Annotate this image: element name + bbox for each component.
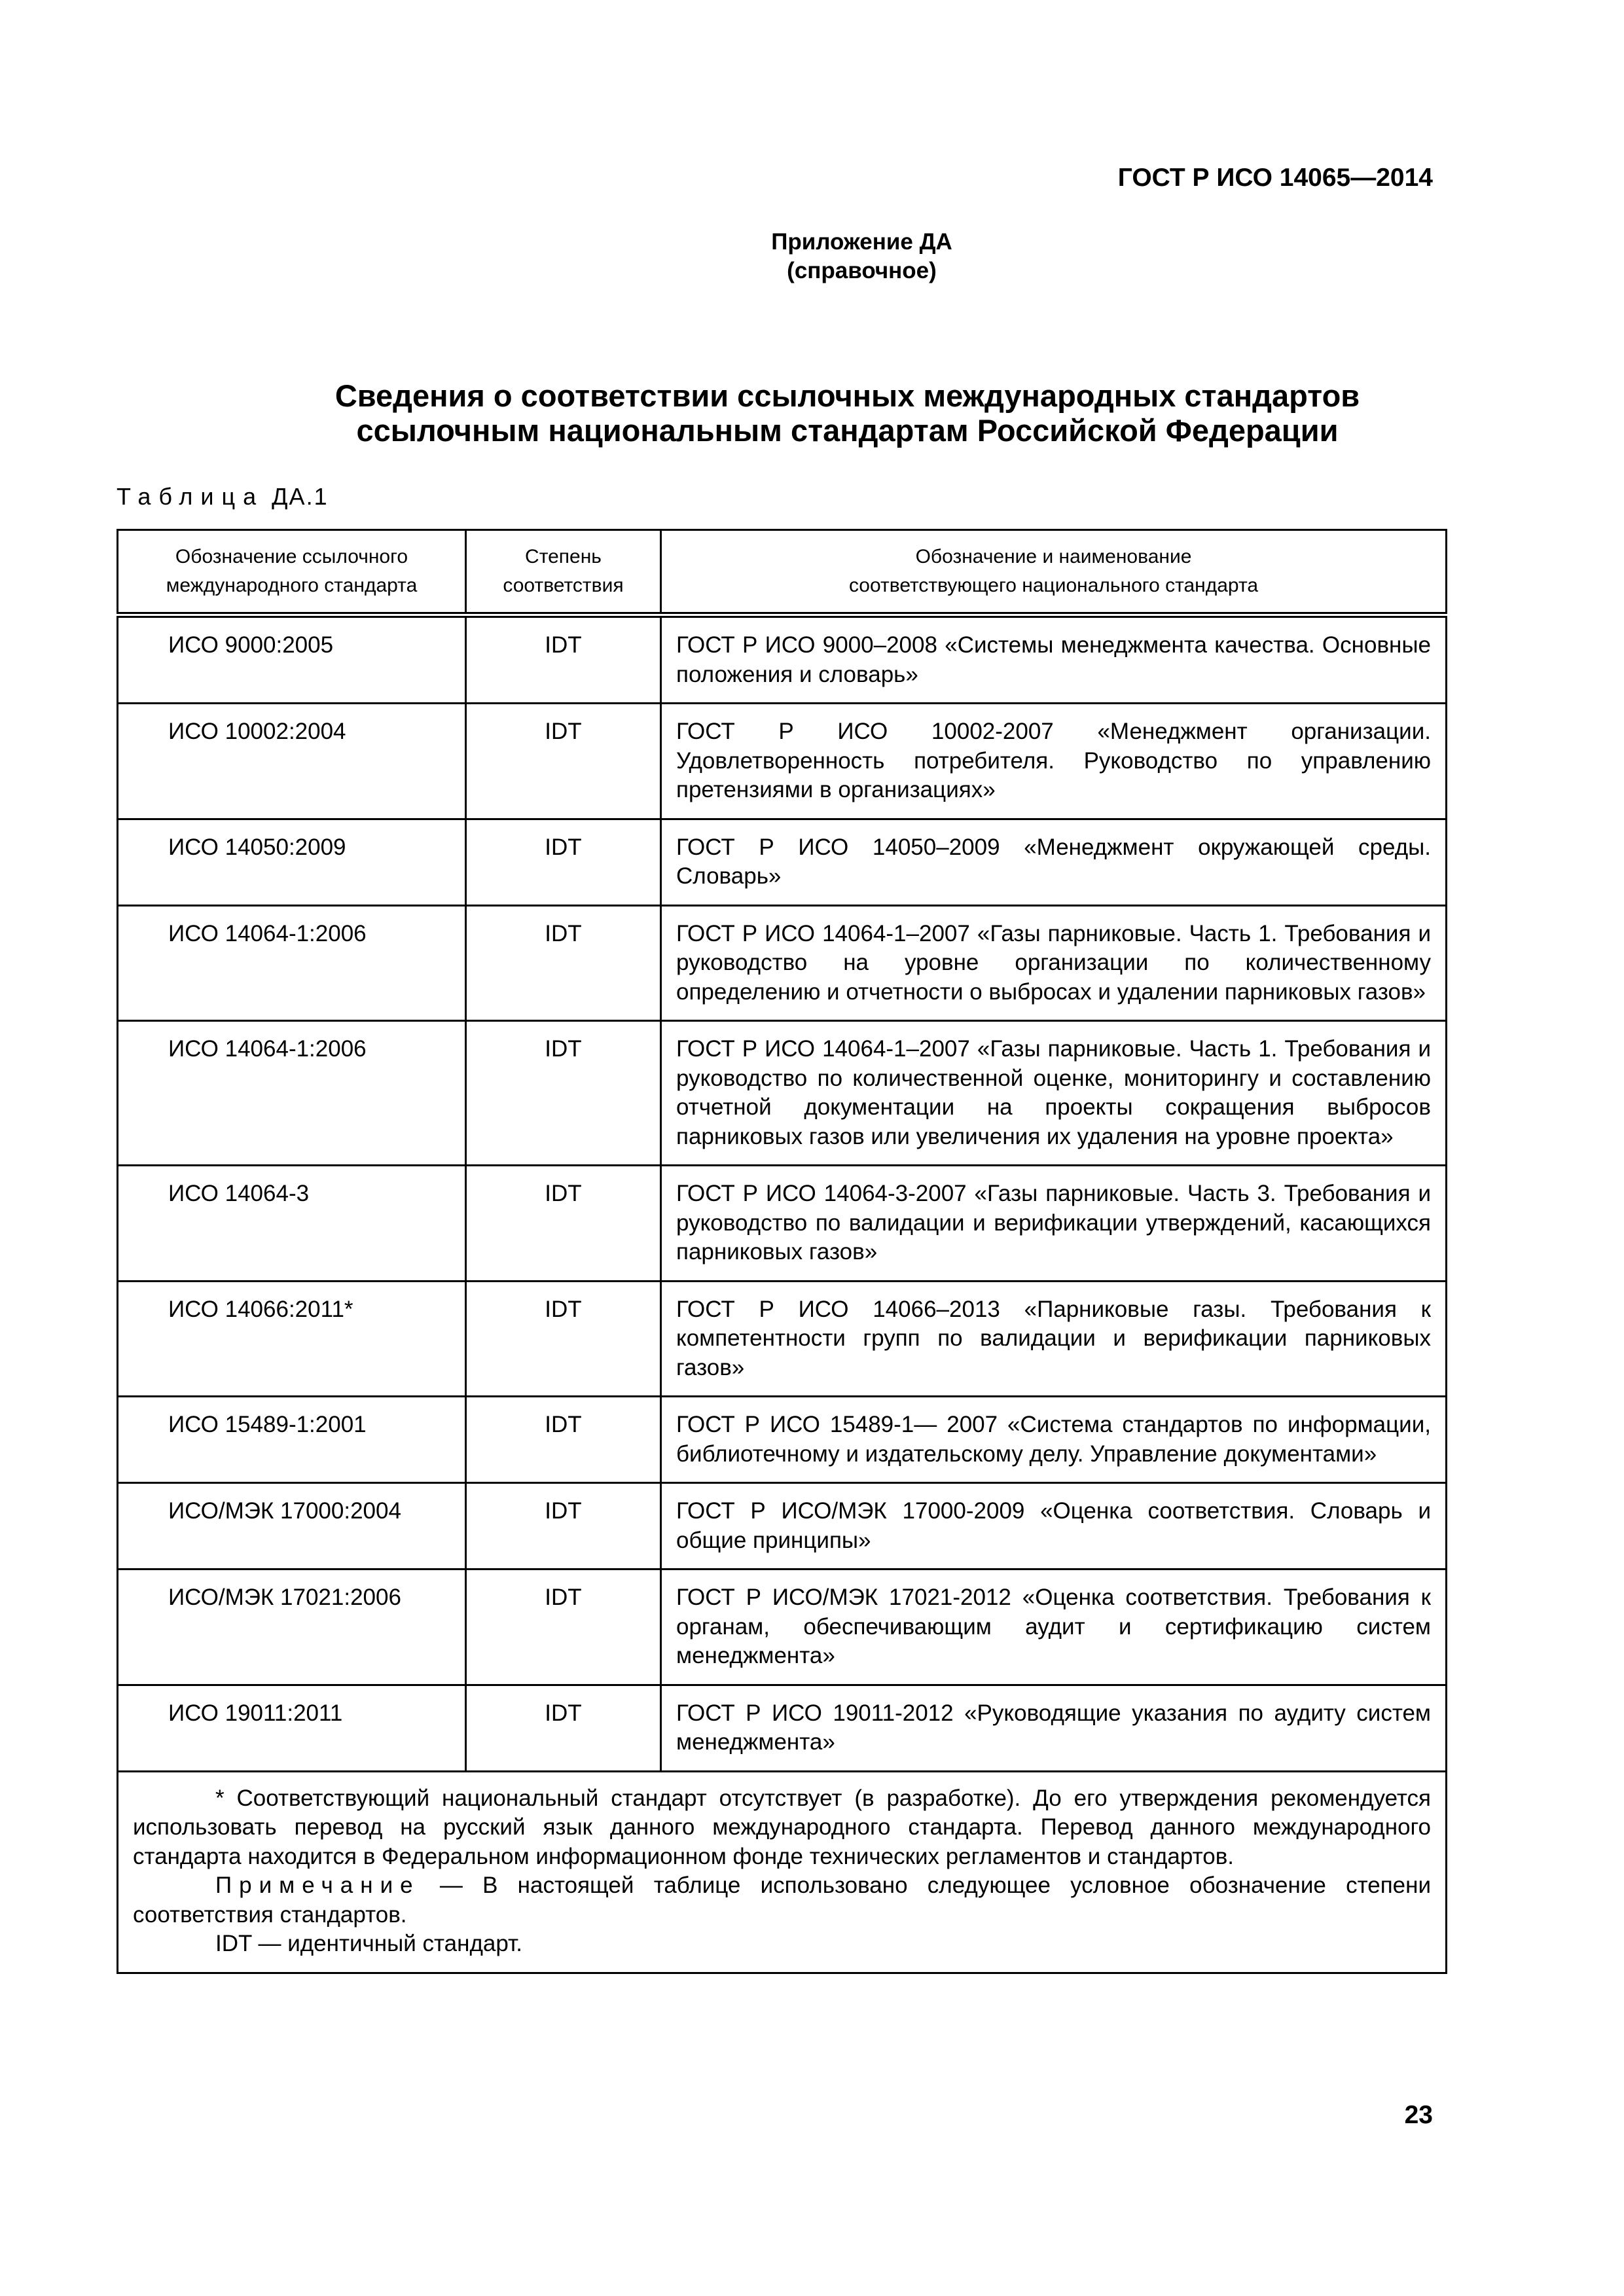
national-standard-cell: ГОСТ Р ИСО 19011-2012 «Руководящие указания по аудиту систем менеджмента» (661, 1685, 1447, 1771)
degree-cell: IDT (466, 615, 661, 704)
table-row (118, 905, 1447, 1021)
ref-standard-cell: ИСО 14064-1:2006 (118, 905, 466, 1021)
national-standard-cell: ГОСТ Р ИСО/МЭК 17021-2012 «Оценка соответствия. Требования к органам, обеспечивающим аудит и сертификацию систем менеджмента» (661, 1570, 1447, 1685)
degree-cell: IDT (466, 1281, 661, 1397)
degree-cell: IDT (466, 905, 661, 1021)
table-label (117, 483, 329, 511)
table-notes-row (118, 1771, 1447, 1973)
table-row (118, 1166, 1447, 1282)
national-standard-cell: ГОСТ Р ИСО 15489-1— 2007 «Система стандартов по информации, библиотечному и издательскому делу. Управление документами» (661, 1397, 1447, 1483)
table-header-row (118, 530, 1447, 615)
page-title (0, 378, 1624, 448)
header-degree-line-2: соответствия (503, 575, 624, 596)
national-standard-cell: ГОСТ Р ИСО/МЭК 17000-2009 «Оценка соответствия. Словарь и общие принципы» (661, 1483, 1447, 1570)
table-row (118, 1483, 1447, 1570)
national-standard-cell: ГОСТ Р ИСО 14064-3-2007 «Газы парниковые. Часть 3. Требования и руководство по валидации и верификации утверждений, касающихся парниковых газов» (661, 1166, 1447, 1282)
ref-standard-cell: ИСО 14050:2009 (118, 819, 466, 905)
correspondence-table (117, 529, 1447, 1974)
appendix-status: (справочное) (787, 258, 937, 283)
degree-cell: IDT (466, 1570, 661, 1685)
header-national-line-2: соответствующего национального стандарта (848, 575, 1259, 596)
national-standard-cell: ГОСТ Р ИСО 14066–2013 «Парниковые газы. Требования к компетентности групп по валидации и верификации парниковых газов» (661, 1281, 1447, 1397)
page-number: 23 (1404, 2101, 1433, 2129)
ref-standard-cell: ИСО 19011:2011 (118, 1685, 466, 1771)
table-notes (118, 1771, 1447, 1973)
table-row (118, 819, 1447, 905)
national-standard-cell: ГОСТ Р ИСО 14064-1–2007 «Газы парниковые. Часть 1. Требования и руководство на уровне организации по количественному определению и отчетности о выбросах и удалении парниковых газов» (661, 905, 1447, 1021)
ref-standard-cell: ИСО/МЭК 17000:2004 (118, 1483, 466, 1570)
degree-cell: IDT (466, 1685, 661, 1771)
ref-standard-cell: ИСО 9000:2005 (118, 615, 466, 704)
national-standard-cell: ГОСТ Р ИСО 9000–2008 «Системы менеджмента качества. Основные положения и словарь» (661, 615, 1447, 704)
note-word: Примечание (215, 1873, 420, 1898)
header-ref-line-2: международного стандарта (166, 575, 418, 596)
note-text: — В настоящей таблице использовано следующее условное обозначение степени соответствия стандартов. (133, 1873, 1431, 1928)
degree-cell: IDT (466, 1021, 661, 1166)
ref-standard-cell: ИСО 14064-1:2006 (118, 1021, 466, 1166)
table-row (118, 1570, 1447, 1685)
table-row (118, 1397, 1447, 1483)
header-degree (466, 530, 661, 615)
header-degree-line-1: Степень (525, 546, 602, 567)
header-ref-standard (118, 530, 466, 615)
ref-standard-cell: ИСО 14064-3 (118, 1166, 466, 1282)
header-national-line-1: Обозначение и наименование (915, 546, 1192, 567)
table-row (118, 615, 1447, 704)
header-ref-line-1: Обозначение ссылочного (175, 546, 408, 567)
ref-standard-cell: ИСО 15489-1:2001 (118, 1397, 466, 1483)
degree-cell: IDT (466, 1483, 661, 1570)
appendix-heading (0, 228, 1624, 285)
degree-cell: IDT (466, 1397, 661, 1483)
degree-cell: IDT (466, 1166, 661, 1282)
national-standard-cell: ГОСТ Р ИСО 14050–2009 «Менеджмент окружающей среды. Словарь» (661, 819, 1447, 905)
idt-definition: IDT — идентичный стандарт. (215, 1931, 522, 1956)
table-row (118, 1021, 1447, 1166)
footnote: * Соответствующий национальный стандарт отсутствует (в разработке). До его утверждения рекомендуется использовать перевод на русский язык данного международного стандарта. Перевод данного международного стандарта находится в Федеральном информационном фонде технических регламентов и стандартов. (133, 1785, 1431, 1869)
title-line-2: ссылочным национальным стандартам Российской Федерации (356, 413, 1339, 448)
national-standard-cell: ГОСТ Р ИСО 14064-1–2007 «Газы парниковые. Часть 1. Требования и руководство по количественной оценке, мониторингу и составлению отчетной документации на проекты сокращения выбросов парниковых газов или увеличения их удаления на уровне проекта» (661, 1021, 1447, 1166)
document-code: ГОСТ Р ИСО 14065—2014 (1117, 164, 1433, 192)
degree-cell: IDT (466, 704, 661, 819)
ref-standard-cell: ИСО 10002:2004 (118, 704, 466, 819)
degree-cell: IDT (466, 819, 661, 905)
title-line-1: Сведения о соответствии ссылочных международных стандартов (334, 378, 1360, 413)
appendix-title: Приложение ДА (771, 229, 952, 255)
table-label-word: Таблица (117, 483, 264, 510)
header-national-standard (661, 530, 1447, 615)
table-label-number: ДА.1 (272, 483, 329, 510)
ref-standard-cell: ИСО 14066:2011* (118, 1281, 466, 1397)
national-standard-cell: ГОСТ Р ИСО 10002-2007 «Менеджмент организации. Удовлетворенность потребителя. Руководство по управлению претензиями в организациях» (661, 704, 1447, 819)
table-row (118, 704, 1447, 819)
table-row (118, 1281, 1447, 1397)
ref-standard-cell: ИСО/МЭК 17021:2006 (118, 1570, 466, 1685)
table-row (118, 1685, 1447, 1771)
note (133, 1871, 1431, 1929)
